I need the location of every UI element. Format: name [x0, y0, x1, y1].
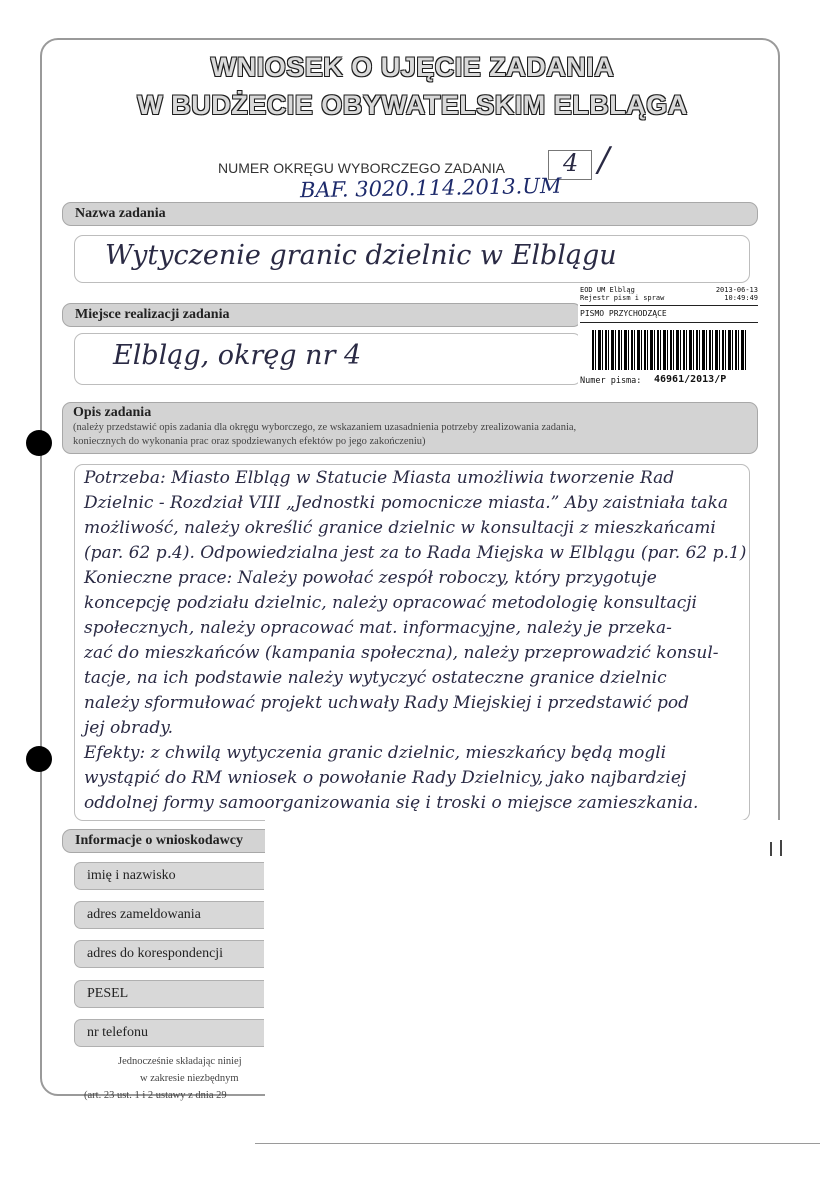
- end-mark-stroke-2: [780, 840, 782, 856]
- description-line: (par. 62 p.4). Odpowiedzialna jest za to Rada Miejska w Elblągu (par. 62 p.1): [84, 543, 747, 563]
- description-line: Potrzeba: Miasto Elbląg w Statucie Miasta umożliwia tworzenie Rad: [84, 468, 675, 488]
- task-name-header: [62, 202, 758, 226]
- stamp-divider: [580, 305, 758, 306]
- task-name-header-label: Nazwa zadania: [75, 206, 166, 221]
- description-text: [84, 466, 814, 816]
- applicant-footer-line-2: w zakresie niezbędnym: [140, 1073, 239, 1084]
- task-name-value: Wytyczenie granic dzielnic w Elblągu: [105, 240, 617, 271]
- description-line: należy sformułować projekt uchwały Rady Miejskiej i przedstawić pod: [84, 693, 690, 713]
- district-number: 4: [563, 149, 579, 177]
- stamp-type: PISMO PRZYCHODZĄCE: [580, 309, 667, 318]
- applicant-field-registered-address: [74, 901, 264, 929]
- applicant-header: [62, 829, 265, 853]
- location-header: [62, 303, 582, 327]
- description-line: tacje, na ich podstawie należy wytyczyć ostateczne granice dzielnic: [84, 668, 667, 688]
- applicant-field-label: adres do korespondencji: [87, 946, 224, 961]
- applicant-header-label: Informacje o wnioskodawcy: [75, 833, 243, 848]
- form-title-line-1: WNIOSEK O UJĘCIE ZADANIA: [210, 52, 615, 82]
- description-line: możliwość, należy określić granice dzielnic w konsultacji z mieszkańcami: [84, 518, 716, 538]
- description-header-label: Opis zadania: [73, 405, 152, 420]
- stamp-office-line-1: EOD UM Elbląg: [580, 286, 635, 294]
- applicant-footer-line-3: (art. 23 ust. 1 i 2 ustawy z dnia 29: [84, 1090, 227, 1101]
- applicant-footer-line-1: Jednocześnie składając niniej: [118, 1056, 242, 1067]
- location-header-label: Miejsce realizacji zadania: [75, 307, 230, 322]
- description-line: zać do mieszkańców (kampania społeczna), należy przeprowadzić konsul-: [84, 643, 719, 663]
- applicant-field-label: imię i nazwisko: [87, 868, 176, 883]
- stamp-doc-label: Numer pisma:: [580, 376, 642, 386]
- location-value: Elbląg, okręg nr 4: [113, 340, 362, 371]
- description-header: [62, 402, 758, 454]
- applicant-field-correspondence-address: [74, 940, 264, 968]
- stamp-time: 10:49:49: [724, 294, 758, 302]
- task-name-field: [74, 235, 750, 283]
- description-line: Efekty: z chwilą wytyczenia granic dzielnic, mieszkańcy będą mogli: [84, 743, 667, 763]
- location-field: [74, 333, 582, 385]
- district-label: NUMER OKRĘGU WYBORCZEGO ZADANIA: [218, 160, 506, 176]
- end-mark-stroke-1: [770, 842, 772, 856]
- barcode-icon: [592, 330, 748, 370]
- description-line: wystąpić do RM wniosek o powołanie Rady Dzielnicy, jako najbardziej: [84, 768, 687, 788]
- applicant-field-name: [74, 862, 264, 890]
- redaction-block: [265, 820, 825, 1120]
- applicant-field-label: adres zameldowania: [87, 907, 201, 922]
- description-instruction-line-2: koniecznych do wykonania prac oraz spodziewanych efektów po jego zakończeniu): [73, 436, 426, 447]
- stamp-office-line-2: Rejestr pism i spraw: [580, 294, 665, 302]
- applicant-field-label: nr telefonu: [87, 1025, 149, 1040]
- stamp-divider-2: [580, 322, 758, 323]
- description-line: oddolnej formy samoorganizowania się i troski o miejsce zamieszkania.: [84, 793, 699, 813]
- description-line: koncepcję podziału dzielnic, należy opracować metodologię konsultacji: [84, 593, 697, 613]
- description-line: Konieczne prace: Należy powołać zespół roboczy, który przygotuje: [84, 568, 657, 588]
- description-line: Dzielnic - Rozdział VIII „Jednostki pomocnicze miasta.” Aby zaistniała taka: [84, 493, 728, 513]
- description-line: jej obrady.: [84, 718, 174, 738]
- stamp-date: 2013-06-13: [715, 286, 758, 294]
- applicant-field-phone: [74, 1019, 264, 1047]
- punch-hole-top: [26, 430, 52, 456]
- description-line: społecznych, należy opracować mat. informacyjne, należy je przeka-: [84, 618, 672, 638]
- description-instruction-line-1: (należy przedstawić opis zadania dla okręgu wyborczego, ze wskazaniem uzasadnienia potrzeby zrealizowania zadania,: [73, 422, 577, 433]
- punch-hole-bottom: [26, 746, 52, 772]
- district-mark: /: [598, 140, 610, 180]
- applicant-field-label: PESEL: [87, 986, 129, 1001]
- registry-stamp: [578, 286, 760, 418]
- reference-handwritten: BAF. 3020.114.2013.UM: [299, 173, 562, 203]
- form-title-line-2: W BUDŻECIE OBYWATELSKIM ELBLĄGA: [137, 90, 688, 120]
- applicant-field-pesel: [74, 980, 264, 1008]
- stamp-doc-number: 46961/2013/P: [654, 374, 727, 385]
- scan-edge-line: [255, 1143, 820, 1144]
